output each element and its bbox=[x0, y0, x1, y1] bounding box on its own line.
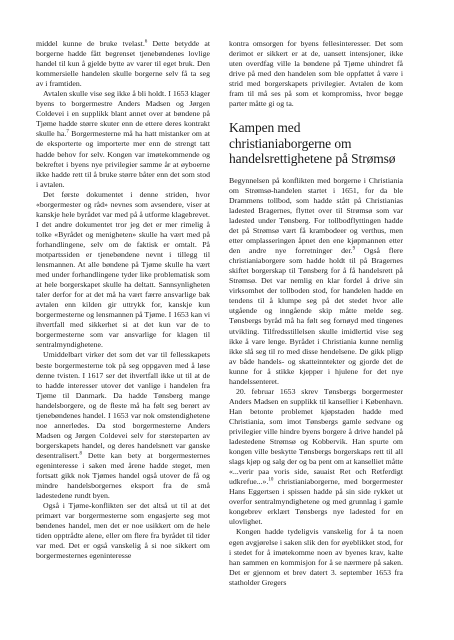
footnote-ref: 9 bbox=[352, 246, 356, 252]
footnote-ref: 8 bbox=[79, 451, 83, 457]
paragraph: Begynnelsen på konflikten med borgerne i Christiania om Strømsø-handelen startet i 1651, for da ble Drammens tollbod, som hadde stått på Christianias ladested Bragernes, flyttet over til Strømsø som var ladested under Tønsberg. For tollbodflyttingen hadde det på Strømsø vært få krambodeer og verthus, men etter omplasseringen åpnet den ene kjøpmannen etter den andre nye forretninger der.$^9$ Også flere christianiaborgere som hadde holdt til på Bragernes skiftet borgerskap til Tønsberg for å få handelsrett på Strømsø. Det var nemlig en klar fordel å drive sin virksomhet der tollboden stod, for handelen hadde en tendens til å klumpe seg på det stedet hvor alle utgående og inngående skip måtte melde seg. Tønsbergs byråd må ha følt seg fornøyd med tingenes utvikling. Tilfredsstillelsen skulle imidlertid vise seg ikke å vare lenge. Byrådet i Christiania kunne nemlig ikke slå seg til ro med disse hendelsene. De gikk pligp av både handels- og skatteinntekter og gjorde det de kunne for å stikke kjepper i hjulene for det nye handelssenteret. bbox=[229, 175, 403, 386]
paragraph: Det første dokumentet i denne striden, hvor «borgermester og råd» nevnes som avsendere, viser at kanskje hele byrådet var med på å utforme klagebrevet. I det andre dokumentet tror jeg det er mer rimelig å tolke «Byrådet og menigheten» skulle ha vært med på forhandlingene, selv om de faktisk er omtalt. På motpartssiden er tjenebøndene nevnt i tillegg til lensmannen. At alle bøndene på Tjøme skulle ha vært med under forhandlingene tyder like problematisk som at hele borgerskapet skulle ha deltatt. Sannsynligheten taler derfor for at det må ha vært færre ansvarlige bak avtalen enn kilden gir uttrykk for, kanskje kun borgermesterne og lensmannen på Tjøme. I 1653 kan vi ihvertfall med sikkerhet si at det kun var de to borgermesterne som var ansvarlige for klagen til sentralmyndighetene. bbox=[36, 189, 211, 350]
paragraph: 20. februar 1653 skrev Tønsbergs borgermester Anders Madsen en supplikk til kansellier i København. Han betonte problemet kjøpstaden hadde med Christiania, som imot Tønsbergs gamle sedvane og privilegier ville hindre byens borgere å drive handel på ladestedene Strømsø og Kobbervik. Han spurte om kongen ville beskytte Tønsbergs borgerskaps rett til all slags kjøp og salg der og ba pent om at kanselliet måtte «...verir paa voris side, sauaist Ret och Retferdigt udkrefue...».$^{10}$ christianiaborgerne, med borgermester Hans Eggertsen i spissen hadde på sin side rykket ut overfor sentralmyndighetene og med grunnlag i gamle kongebrev erklært Tønsbergs nye ladested for en ulovlighet. bbox=[229, 386, 403, 527]
footnote-ref: 7 bbox=[66, 129, 69, 135]
footnote-ref: 6 bbox=[144, 39, 148, 45]
paragraph: Også i Tjøme-konflikten ser det altså ut til at det primært var borgermesterne som engasjerte seg mot bøndenes handel, men det er noe usikkert om de hele tiden opptrådte alene, eller om flere fra byrådet til tider var med. Det er også vanskelig å si noe sikkert om borgermesternes egeninteresse bbox=[36, 501, 210, 561]
paragraph: Umiddelbart virker det som det var til fellesskapets beste borgermesterne tok på seg oppgaven med å løse denne tvisten. I 1617 ser det ihvertfall ikke ut til at de to hadde interesser utover det vanlige i handelen fra Tjøme til Danmark. Da hadde Tønsberg mange handelsborgere, og de fleste må ha følt seg berørt av tjenebøndenes handel. I 1653 var nok omstendighetene noe annerledes. Da stod borgermesterne Anders Madsen og Jørgen Coldevei selv for størsteparten av borgerskapets handel, og deres handelsnett var ganske desentralisert.$^8$ Dette kan bety at borgermesternes egeninteresse i saken med årene hadde steget, men fortsatt gikk nok Tjømes handel også utover de få og mindre handelsborgernes eksport fra de små ladestedene rundt byen. bbox=[36, 350, 210, 501]
left-column bbox=[36, 39, 210, 561]
footnote-ref: 10 bbox=[268, 477, 274, 483]
paragraph: kontra omsorgen for byens fellesinteresser. Det som derimot er sikkert er at de, uansett intensjoner, ikke uten overdfag ville la bøndene på Tjøme uhindret få drive på med den handelen som ble oppfattet å være i strid med borgerskapets privilegier. Avtalen de kom fram til må ses på som et kompromiss, hvor begge parter måtte gi og ta. bbox=[229, 39, 403, 109]
paragraph: Avtalen skulle vise seg ikke å bli holdt. I 1653 klager byens to borgermestre Anders Madsen og Jørgen Coldevei i en supplikk blant annet over at bøndene på Tjøme hadde større skuter enn de ettere deres kontrakt skulle ha.$^7$ Borgermesterne må ha hatt mistanker om at de eksporterte og importerte mer enn de strengt tatt hadde behov for selv. Kongen var imøtekommende og bekreftet i byens nye privilegier samme år at øyboerne ikke hadde rett til å bruke større båter enn det som stod i avtalen. bbox=[36, 89, 210, 189]
section-heading: Kampen med christianiaborgerne om handelsrettighetene på Strømsø bbox=[229, 120, 396, 167]
paragraph: Kongen hadde tydeligvis vanskelig for å ta noen egen avgjørelse i saken slik den for øyeblikket stod, for i stedet for å imøtekomme noen av byenes krav, kalte han sammen en kommisjon for å se nærmere på saken. Det er gjennom et brev datert 3. september 1653 fra statholder Gregers bbox=[229, 527, 403, 587]
right-column bbox=[229, 39, 403, 588]
paragraph: middel kunne de bruke tvelast.$^6$ Dette betydde at borgerne hadde fått begrenset tjenebøndenes lovlige handel til kun å gjelde bytte av varer til eget bruk. Den kommersielle handelen skulle borgerne selv få ta seg av i framtiden. bbox=[36, 39, 210, 89]
